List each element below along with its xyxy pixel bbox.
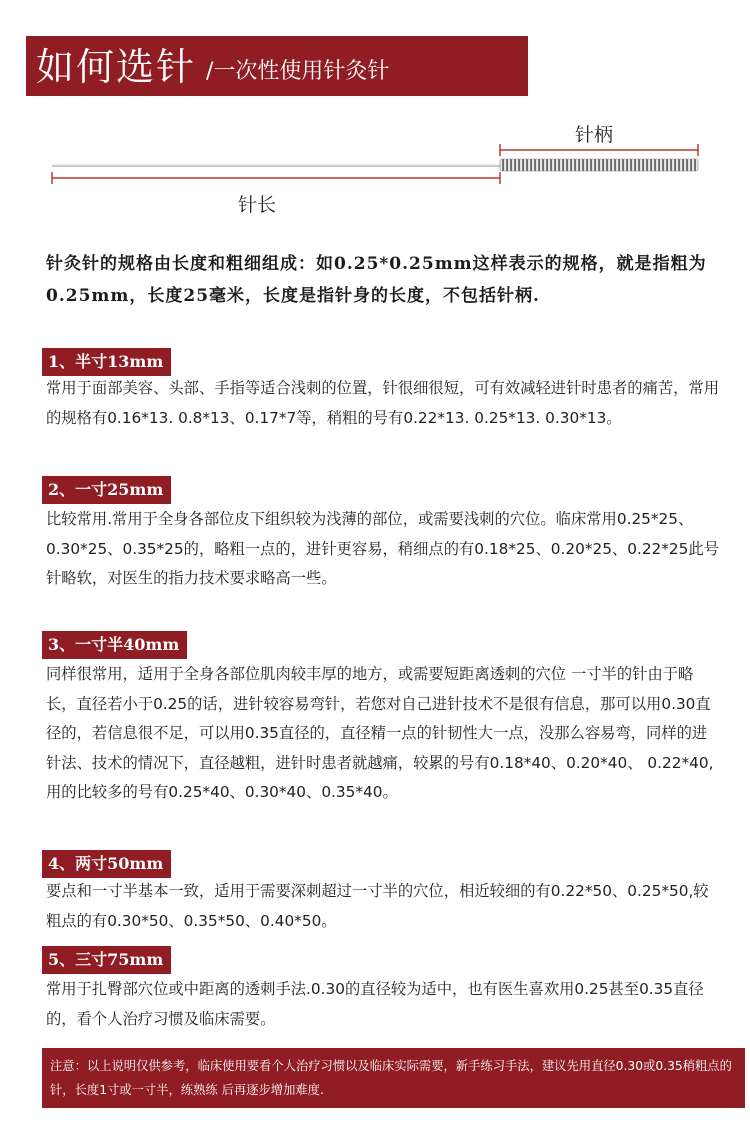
- section-3-body: 同样很常用，适用于全身各部位肌肉较丰厚的地方，或需要短距离透刺的穴位 一寸半的针由于略长，直径若小于0.25的话，进针较容易弯针，若您对自己进针技术不是很有信息，那可以用0.30直径的，若信息很不足，可以用0.35直径的，直径精一点的针韧性大一点，没那么容易弯，同样的进针法、技术的情况下，直径越粗，进针时患者就越痛，较累的号有0.18*40、0.20*40、 0.22*40,用的比较多的号有0.25*40、0.30*40、0.35*40。: [46, 665, 714, 801]
- section-2-tag: 2、一寸25mm: [42, 476, 171, 504]
- needle-diagram: [0, 110, 750, 220]
- handle-label: 针柄: [575, 124, 614, 146]
- notice-box: [42, 1048, 745, 1108]
- section-2-body: 比较常用.常用于全身各部位皮下组织较为浅薄的部位，或需要浅刺的穴位。临床常用0.25*25、0.30*25、0.35*25的，略粗一点的，进针更容易，稍细点的有0.18*25、0.20*25、0.22*25此号针略软，对医生的指力技术要求略高一些。: [46, 510, 719, 587]
- section-4-tag: 4、两寸50mm: [42, 850, 171, 878]
- title-banner: [26, 36, 528, 96]
- page-subtitle: /一次性使用针灸针: [206, 58, 390, 84]
- length-label: 针长: [238, 194, 277, 216]
- section-1-tag: 1、半寸13mm: [42, 348, 171, 376]
- section-5-tag: 5、三寸75mm: [42, 946, 171, 974]
- intro-text: 针灸针的规格由长度和粗细组成：如0.25*0.25mm这样表示的规格，就是指粗为0.25mm，长度25毫米，长度是指针身的长度，不包括针柄.: [46, 254, 707, 306]
- needle-illustration: [0, 110, 750, 220]
- notice-text: 注意：以上说明仅供参考，临床使用要看个人治疗习惯以及临床实际需要，新手练习手法，建议先用直径0.30或0.35稍粗点的针，长度1寸或一寸半，练熟练 后再逐步增加难度.: [50, 1059, 732, 1097]
- section-5-body: 常用于扎臀部穴位或中距离的透刺手法.0.30的直径较为适中，也有医生喜欢用0.25甚至0.35直径的，看个人治疗习惯及临床需要。: [46, 980, 704, 1028]
- section-1-body: 常用于面部美容、头部、手指等适合浅刺的位置，针很细很短，可有效减轻进针时患者的痛苦，常用的规格有0.16*13. 0.8*13、0.17*7等，稍粗的号有0.22*13. 0.25*13. 0.30*13。: [46, 379, 720, 427]
- page-title: 如何选针: [36, 45, 197, 89]
- section-4-body: 要点和一寸半基本一致，适用于需要深刺超过一寸半的穴位，相近较细的有0.22*50、0.25*50,较粗点的有0.30*50、0.35*50、0.40*50。: [46, 882, 709, 930]
- needle-handle-coil: [500, 159, 698, 171]
- section-3-tag: 3、一寸半40mm: [42, 631, 187, 659]
- needle-shaft: [52, 164, 500, 167]
